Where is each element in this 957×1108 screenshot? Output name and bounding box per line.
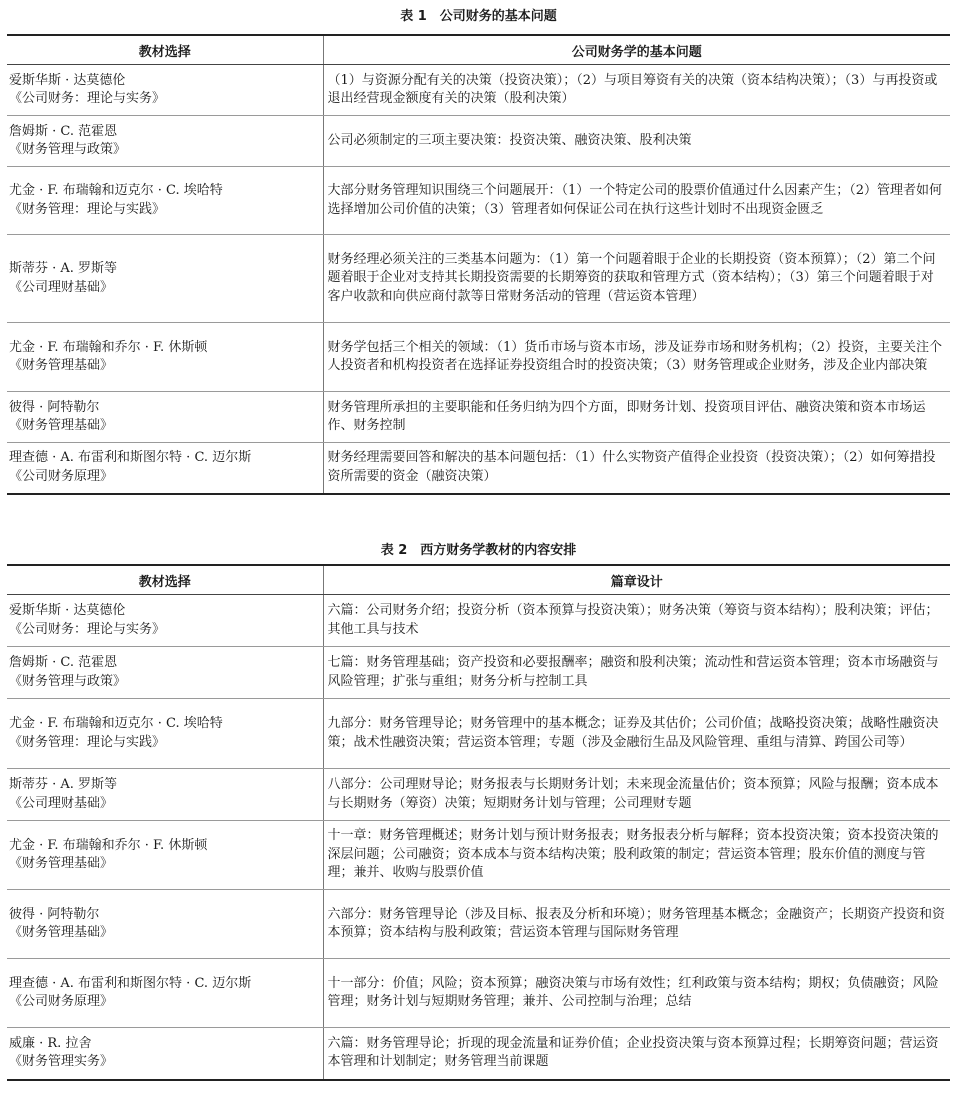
- content-cell: 财务经理需要回答和解决的基本问题包括：（1）什么实物资产值得企业投资（投资决策）；（2）如何筹措投资所需要的资金（融资决策）: [327, 450, 936, 484]
- book-title: 《公司理财基础》: [9, 795, 114, 811]
- content-cell: 十一部分：价值；风险；资本预算；融资决策与市场有效性；红利政策与资本结构；期权；负债融资；风险管理；财务计划与短期财务管理；兼并、公司控制与治理；总结: [323, 959, 950, 1028]
- content-cell: 财务学包括三个相关的领域：（1）货币市场与资本市场，涉及证券市场和财务机构；（2）投资，主要关注个人投资者和机构投资者在选择证券投资组合时的投资决策；（3）财务管理或企业财务，涉及企业内部决策: [323, 323, 950, 392]
- content-cell: 财务经理必须关注的三类基本问题为：（1）第一个问题着眼于企业的长期投资（资本预算）；（2）第二个问题着眼于企业对支持其长期投资需要的长期筹资的获取和管理方式（资本结构）；（3）第三个问题着眼于对客户收款和向供应商付款等日常财务活动的管理（营运资本管理）: [323, 235, 950, 323]
- book-title: 《财务管理与政策》: [9, 142, 127, 157]
- book-author: 彼得 · 阿特勒尔: [9, 399, 100, 415]
- table2-caption: 表 2 西方财务学教材的内容安排: [380, 543, 577, 558]
- book-title: 《公司理财基础》: [9, 279, 114, 295]
- table-row: [7, 1028, 950, 1080]
- book-cell: [7, 323, 323, 392]
- book-author: 爱斯华斯 · 达莫德伦: [9, 603, 126, 618]
- book-title: 《财务管理基础》: [9, 358, 114, 373]
- book-cell: [7, 443, 323, 494]
- table-row: [7, 959, 950, 1028]
- content-cell: 大部分财务管理知识围绕三个问题展开：（1）一个特定公司的股票价值通过什么因素产生；（2）管理者如何选择增加公司价值的决策；（3）管理者如何保证公司在执行这些计划时不出现资金匮乏: [323, 167, 950, 235]
- table-row: [7, 821, 950, 890]
- book-cell: [7, 167, 323, 235]
- table-row: [7, 235, 950, 323]
- table-row: [7, 323, 950, 392]
- book-title: 《财务管理与政策》: [9, 673, 127, 689]
- table-row: [7, 65, 950, 116]
- book-title: 《公司财务原理》: [9, 994, 114, 1009]
- book-cell: [7, 959, 323, 1028]
- book-cell: [7, 595, 323, 647]
- book-author: 尤金 · F. 布瑞翰和迈克尔 · C. 埃哈特: [9, 183, 223, 198]
- book-author: 理查德 · A. 布雷利和斯图尔特 · C. 迈尔斯: [9, 975, 252, 991]
- table-row: [7, 699, 950, 769]
- book-cell: [7, 821, 323, 890]
- book-title: 《财务管理实务》: [9, 1054, 114, 1070]
- book-author: 斯蒂芬 · A. 罗斯等: [9, 777, 118, 792]
- book-title: 《财务管理基础》: [9, 925, 114, 940]
- table-row: [7, 116, 950, 167]
- table2: [7, 564, 950, 1081]
- book-author: 尤金 · F. 布瑞翰和迈克尔 · C. 埃哈特: [9, 716, 223, 731]
- content-cell: 六篇：公司财务介绍；投资分析（资本预算与投资决策）；财务决策（筹资与资本结构）；股利决策；评估；其他工具与技术: [323, 595, 950, 647]
- table-row: [7, 443, 950, 494]
- book-author: 威廉 · R. 拉舍: [9, 1035, 92, 1051]
- table-row: [7, 392, 950, 443]
- content-cell: 九部分：财务管理导论；财务管理中的基本概念；证券及其估价；公司价值；战略投资决策；战略性融资决策；战术性融资决策；营运资本管理；专题（涉及金融衍生品及风险管理、重组与清算、跨国公司等）: [323, 699, 950, 769]
- book-cell: [7, 1028, 323, 1080]
- table-row: [7, 167, 950, 235]
- table-row: [7, 647, 950, 699]
- table1-header-content: 公司财务学的基本问题: [323, 35, 950, 65]
- content-cell: 财务管理所承担的主要职能和任务归纳为四个方面，即财务计划、投资项目评估、融资决策和资本市场运作、财务控制: [323, 392, 950, 443]
- content-cell: 六部分：财务管理导论（涉及目标、报表及分析和环境）；财务管理基本概念；金融资产；长期资产投资和资本预算；资本结构与股利政策；营运资本管理与国际财务管理: [323, 890, 950, 959]
- book-cell: [7, 65, 323, 116]
- book-cell: [7, 235, 323, 323]
- content-cell: （1）与资源分配有关的决策（投资决策）；（2）与项目筹资有关的决策（资本结构决策）；（3）与再投资或退出经营现金额度有关的决策（股利决策）: [323, 65, 950, 116]
- book-title: 《财务管理：理论与实践》: [9, 734, 166, 750]
- table-row: [7, 890, 950, 959]
- table1-header-row: [7, 35, 950, 65]
- content-cell: 七篇：财务管理基础；资产投资和必要报酬率；融资和股利决策；流动性和营运资本管理；资本市场融资与风险管理；扩张与重组；财务分析与控制工具: [323, 647, 950, 699]
- book-author: 彼得 · 阿特勒尔: [9, 906, 100, 922]
- table1: [7, 34, 950, 495]
- table2-header-book: 教材选择: [7, 565, 323, 595]
- book-cell: [7, 699, 323, 769]
- book-author: 尤金 · F. 布瑞翰和乔尔 · F. 休斯顿: [9, 339, 208, 355]
- content-cell: 十一章：财务管理概述；财务计划与预计财务报表；财务报表分析与解释；资本投资决策；资本投资决策的深层问题；公司融资；资本成本与资本结构决策；股利政策的制定；营运资本管理；股东价值的测度与管理；兼并、收购与股票价值: [323, 821, 950, 890]
- book-cell: [7, 769, 323, 821]
- book-author: 詹姆斯 · C. 范霍恩: [9, 123, 118, 139]
- table2-header-row: [7, 565, 950, 595]
- content-cell: 公司必须制定的三项主要决策：投资决策、融资决策、股利决策: [323, 116, 950, 167]
- content-cell: 六篇：财务管理导论；折现的现金流量和证券价值；企业投资决策与资本预算过程；长期筹资问题；营运资本管理和计划制定；财务管理当前课题: [327, 1035, 939, 1070]
- content-cell: 八部分：公司理财导论；财务报表与长期财务计划；未来现金流量估价；资本预算；风险与报酬；资本成本与长期财务（筹资）决策；短期财务计划与管理；公司理财专题: [323, 769, 950, 821]
- book-cell: [7, 647, 323, 699]
- book-author: 理查德 · A. 布雷利和斯图尔特 · C. 迈尔斯: [9, 450, 252, 466]
- book-title: 《公司财务原理》: [9, 468, 114, 484]
- book-cell: [7, 116, 323, 167]
- table2-header-content: 篇章设计: [323, 565, 950, 595]
- book-title: 《公司财务：理论与实务》: [9, 621, 166, 637]
- book-cell: [7, 890, 323, 959]
- table-row: [7, 769, 950, 821]
- book-author: 詹姆斯 · C. 范霍恩: [9, 655, 118, 670]
- book-author: 尤金 · F. 布瑞翰和乔尔 · F. 休斯顿: [9, 837, 208, 853]
- book-title: 《财务管理基础》: [9, 856, 114, 871]
- book-cell: [7, 392, 323, 443]
- book-title: 《财务管理：理论与实践》: [9, 201, 166, 217]
- book-title: 《公司财务：理论与实务》: [9, 91, 166, 106]
- book-author: 斯蒂芬 · A. 罗斯等: [9, 261, 118, 276]
- table1-caption: 表 1 公司财务的基本问题: [400, 9, 557, 24]
- table-row: [7, 595, 950, 647]
- book-title: 《财务管理基础》: [9, 418, 114, 433]
- book-author: 爱斯华斯 · 达莫德伦: [9, 72, 126, 88]
- table1-header-book: 教材选择: [7, 35, 323, 65]
